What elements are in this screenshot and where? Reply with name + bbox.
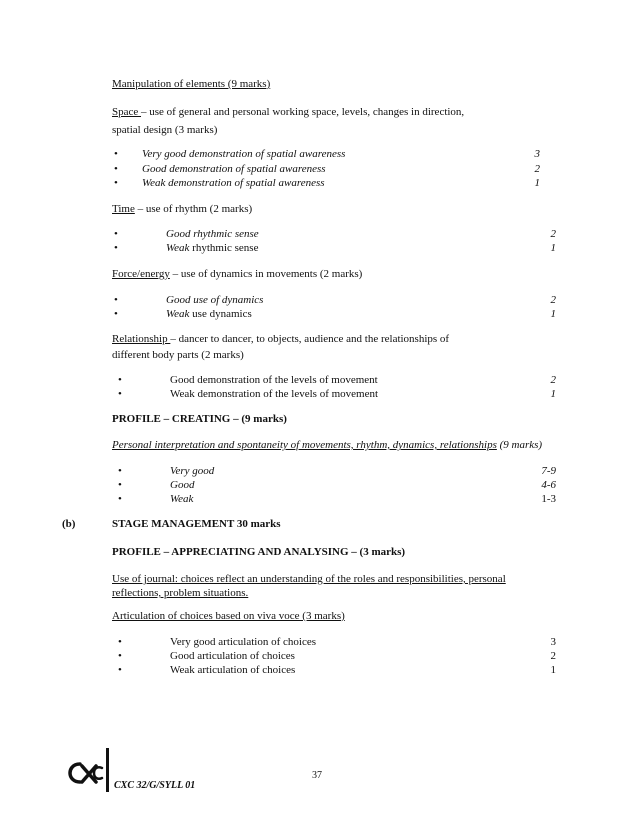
cxc-logo [66,756,106,788]
creating-score-2: 4-6 [541,479,556,491]
section-b-title: STAGE MANAGEMENT 30 marks [112,518,281,530]
space-item-1: Very good demonstration of spatial awareness [142,148,346,160]
articulation-score-1: 3 [550,636,556,648]
articulation-item-1: Very good articulation of choices [170,636,317,648]
creating-item-2: Good [170,479,195,491]
section-b-label: (b) [62,518,76,530]
force-item-2-plain: use dynamics [189,308,252,320]
force-line [112,268,362,280]
space-line-1 [112,106,464,118]
time-score-1: 2 [550,228,556,240]
force-item-1-italic: Good use of dynamics [166,294,264,306]
force-item-2-italic: Weak [166,308,190,320]
force-item-1 [166,294,263,306]
articulation-item-2: Good articulation of choices [170,650,295,662]
creating-bullet-2: • [118,479,122,491]
articulation-bullet-2: • [118,650,122,662]
relationship-term: Relationship [112,333,171,345]
journal-line-2: reflections, problem situations. [112,587,249,599]
force-bullet-2: • [114,308,118,320]
articulation-score-3: 1 [550,664,556,676]
relationship-item-1: Good demonstration of the levels of movement [170,374,378,386]
cxc-logo-icon [66,756,106,788]
space-bullet-3: • [114,177,118,189]
personal-interpretation-line [112,439,542,451]
personal-interpretation-text: Personal interpretation and spontaneity of movements, rhythm, dynamics, relationships [112,439,497,451]
journal-line-1: Use of journal: choices reflect an understanding of the roles and responsibilities, personal [112,573,506,585]
relationship-bullet-1: • [118,374,122,386]
relationship-bullet-2: • [118,388,122,400]
force-score-2: 1 [550,308,556,320]
time-term: Time [112,203,135,215]
force-bullet-1: • [114,294,118,306]
time-item-2 [166,242,258,254]
space-item-3: Weak demonstration of spatial awareness [142,177,325,189]
creating-score-1: 7-9 [541,465,556,477]
relationship-item-2: Weak demonstration of the levels of movement [170,388,379,400]
relationship-score-2: 1 [550,388,556,400]
time-item-2-plain: rhythmic sense [189,242,259,254]
articulation-bullet-1: • [118,636,122,648]
time-score-2: 1 [550,242,556,254]
space-line-2: spatial design (3 marks) [112,124,218,136]
profile-appreciating-heading: PROFILE – APPRECIATING AND ANALYSING – (3 marks) [112,546,406,558]
articulation-heading: Articulation of choices based on viva voce (3 marks) [112,610,345,622]
relationship-line-1 [112,333,449,345]
force-description: – use of dynamics in movements (2 marks) [169,268,363,280]
articulation-item-3: Weak articulation of choices [170,664,296,676]
creating-score-3: 1-3 [541,493,556,505]
articulation-score-2: 2 [550,650,556,662]
time-item-2-italic: Weak [166,242,190,254]
relationship-line-2: different body parts (2 marks) [112,349,244,361]
force-item-2 [166,308,252,320]
relationship-score-1: 2 [550,374,556,386]
space-description: – use of general and personal working space, levels, changes in direction, [141,106,465,118]
creating-item-1: Very good [170,465,215,477]
time-bullet-1: • [114,228,118,240]
footer-divider-bar [106,748,109,792]
manipulation-heading: Manipulation of elements (9 marks) [112,78,271,90]
space-term: Space [112,106,142,118]
force-score-1: 2 [550,294,556,306]
space-score-2: 2 [534,163,540,175]
creating-bullet-3: • [118,493,122,505]
creating-item-3: Weak [170,493,194,505]
time-bullet-2: • [114,242,118,254]
page-number: 37 [312,770,322,781]
articulation-bullet-3: • [118,664,122,676]
space-bullet-2: • [114,163,118,175]
space-bullet-1: • [114,148,118,160]
personal-interpretation-marks: (9 marks) [499,439,543,451]
space-score-3: 1 [534,177,540,189]
time-item-1-italic: Good rhythmic sense [166,228,259,240]
profile-creating-heading: PROFILE – CREATING – (9 marks) [112,413,287,425]
time-item-1 [166,228,259,240]
space-item-2: Good demonstration of spatial awareness [142,163,326,175]
creating-bullet-1: • [118,465,122,477]
document-code: CXC 32/G/SYLL 01 [114,780,196,791]
time-line [112,203,252,215]
force-term: Force/energy [112,268,170,280]
space-score-1: 3 [534,148,540,160]
time-description: – use of rhythm (2 marks) [134,203,253,215]
relationship-description: – dancer to dancer, to objects, audience and the relationships of [170,333,450,345]
